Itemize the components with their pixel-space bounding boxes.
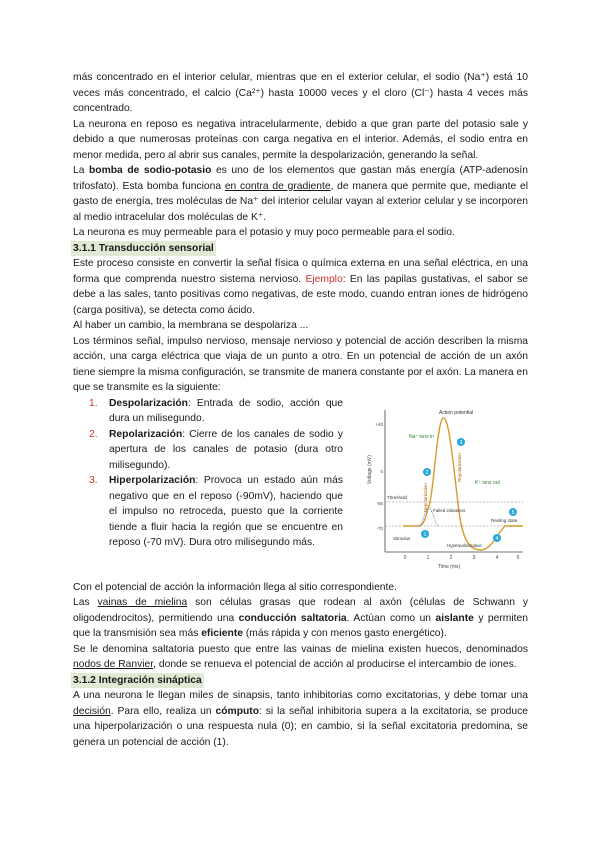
term-saltatory: conducción saltatoria	[238, 612, 347, 624]
text: Las	[73, 597, 98, 608]
label-stimulus: Stimulus	[393, 535, 411, 541]
text: y permiten que la transmisión sea más	[73, 612, 528, 639]
x-tick-label: 0	[403, 554, 407, 561]
x-axis-label: Time (ms)	[437, 563, 461, 570]
y-tick-label: 0	[380, 468, 383, 474]
paragraph-action-potential: Los términos señal, impulso nervioso, mensaje nervioso y potencial de acción describen la misma acción, una carga eléctrica que viaja de un punto a otro. En un potencial de acción de un axón tiene siempre la misma configuración, se transmite de manera constante por el axón. La manera en que se transmite es la siguiente:	[73, 335, 528, 393]
section-heading: 3.1.1 Transducción sensorial	[71, 241, 216, 257]
text: : En las papilas gustativas, el sabor se debe a las sales, tanto positivas como negativas, de este modo, cuando entran iones de hidrógeno (carga positiva), se detecta como ácido.	[73, 273, 528, 316]
phases-block	[73, 396, 528, 580]
example-label: Ejemplo	[305, 273, 343, 285]
x-tick-label: 4	[495, 554, 499, 561]
x-tick-label: 3	[472, 554, 476, 561]
phase-term: Repolarización	[109, 428, 183, 440]
stage-marker	[509, 508, 517, 516]
phase-term: Despolarización	[109, 397, 188, 409]
text: La	[73, 165, 90, 176]
term-gradient: en contra de gradiente	[224, 180, 331, 192]
list-number: 2.	[89, 428, 98, 440]
paragraph-transduction	[73, 256, 528, 318]
stage-marker	[423, 468, 431, 476]
x-tick-label: 1	[426, 554, 430, 561]
label-depolarization: Depolarization	[423, 482, 428, 512]
phase-desc: : Provoca un estado aún más negativo que en el reposo (-90mV), haciendo que el impulso no retroceda, puesto que la corriente tiende a fluir hacia la región que se encuentre en reposo (-70 mV). Dura otro milisegundo más.	[109, 475, 343, 548]
x-tick-label: 2	[449, 554, 453, 561]
text: (más rápida y con menos gasto energético).	[242, 628, 447, 639]
label-failed-initiations: Failed initiations	[433, 507, 466, 513]
text: . Actúan como un	[346, 612, 436, 624]
paragraph-integration	[73, 688, 528, 750]
text: : si la señal inhibitoria supera a la excitatoria, se produce una hiperpolarización o una respuesta nula (0); en cambio, si la señal excitatoria predomina, se genera un potencial de acción (1).	[73, 705, 528, 748]
svg-text:2: 2	[425, 469, 429, 476]
term-ranvier: nodos de Ranvier	[73, 659, 154, 670]
paragraph-sodium-potassium-pump	[73, 163, 528, 225]
phase-term: Hiperpolarización	[109, 475, 196, 486]
label-threshold: Threshold	[387, 494, 408, 500]
paragraph-permeability: La neurona es muy permeable para el potasio y muy poco permeable para el sodio.	[73, 227, 455, 238]
term-myelin: vainas de mielina	[97, 597, 188, 608]
label-na-in: Na⁺ ions in	[409, 433, 434, 440]
heading-synaptic-integration	[73, 673, 528, 689]
term-insulator: aislante	[435, 612, 474, 624]
svg-text:4: 4	[495, 535, 499, 542]
label-k-out: K⁺ ions out	[475, 479, 500, 486]
phase-desc: : Entrada de sodio, acción que dura un milisegundo.	[109, 397, 343, 424]
paragraph-resting-neuron: La neurona en reposo es negativa intracelularmente, debido a que gran parte del potasio sale y debido a que numerosas proteínas con carga negativa en el interior. Además, el sodio entra en menor medida, pero al abrir sus canales, permite la despolarización, generando la señal.	[73, 118, 528, 161]
text: son células grasas que rodean al axón (células de Schwann y oligodendrocitos), permitiendo una	[73, 597, 529, 624]
stage-marker	[493, 534, 501, 542]
action-potential-graph	[363, 402, 525, 570]
stage-marker	[457, 438, 465, 446]
text: , de manera que permite que, mediante el gasto de energía, tres moléculas de Na⁺ del interior celular vayan al exterior celular y se incorporen al medio intracelular dos moléculas de K⁺.	[73, 180, 529, 223]
paragraph-ranvier	[73, 642, 528, 673]
paragraph-myelin	[73, 595, 528, 642]
text: A una neurona le llegan miles de sinapsis, tanto inhibitorias como excitatorias, y debe tomar una	[73, 690, 528, 701]
text: es uno de los elementos que gastan más energía (ATP-adenosín trifosfato). Esta bomba funciona	[73, 165, 528, 192]
paragraph-info-arrives: Con el potencial de acción la información llega al sitio correspondiente.	[73, 581, 397, 593]
stage-marker	[421, 530, 429, 538]
text: Se le denomina saltatoria puesto que entre las vainas de mielina existen huecos, denominados	[73, 643, 528, 655]
label-repolarization: Repolarization	[457, 452, 462, 482]
text: . Para ello, realiza un	[110, 705, 216, 717]
list-item	[73, 473, 343, 551]
text: , donde se renueva el potencial de acción al producirse el intercambio de iones.	[153, 659, 517, 670]
paragraph-ion-concentration: más concentrado en el interior celular, mientras que en el exterior celular, el sodio (Na⁺) está 10 veces más concentrado, el calcio (Ca²⁺) hasta 10000 veces y el cloro (Cl⁻) hasta 4 veces más concentrado.	[73, 72, 528, 114]
label-action-potential: Action potential	[439, 409, 474, 416]
y-tick-label: -70	[376, 525, 383, 531]
text: Este proceso consiste en convertir la señal física o química externa en una señal eléctrica, en una forma que comprenda nuestro sistema nervioso.	[73, 258, 528, 285]
term-efficient: eficiente	[201, 628, 243, 639]
svg-text:5: 5	[511, 509, 515, 516]
document-page	[73, 70, 528, 750]
list-item	[73, 427, 343, 474]
x-tick-label: 5	[516, 554, 520, 561]
phases-list	[73, 396, 343, 551]
y-tick-label: -55	[376, 500, 383, 506]
y-axis-label: Voltage (mV)	[367, 454, 373, 484]
phase-desc: : Cierre de los canales de sodio y apertura de los canales de potasio (dura otro milisegundo).	[109, 428, 343, 471]
paragraph-depolarize: Al haber un cambio, la membrana se despolariza ...	[73, 320, 309, 331]
heading-sensory-transduction	[73, 241, 528, 257]
section-heading: 3.1.2 Integración sináptica	[71, 673, 204, 689]
label-hyperpolarization: Hyperpolarization	[447, 542, 483, 548]
term-pump: bomba de sodio-potasio	[89, 165, 212, 176]
y-tick-label: +40	[375, 421, 383, 427]
list-number: 1.	[89, 397, 98, 409]
svg-text:1: 1	[423, 531, 427, 538]
label-resting-state: Resting state	[491, 517, 518, 523]
term-decision: decisión	[73, 705, 111, 717]
term-computation: cómputo	[215, 705, 259, 717]
list-number: 3.	[89, 475, 98, 486]
svg-text:3: 3	[459, 439, 463, 446]
list-item	[73, 396, 343, 427]
